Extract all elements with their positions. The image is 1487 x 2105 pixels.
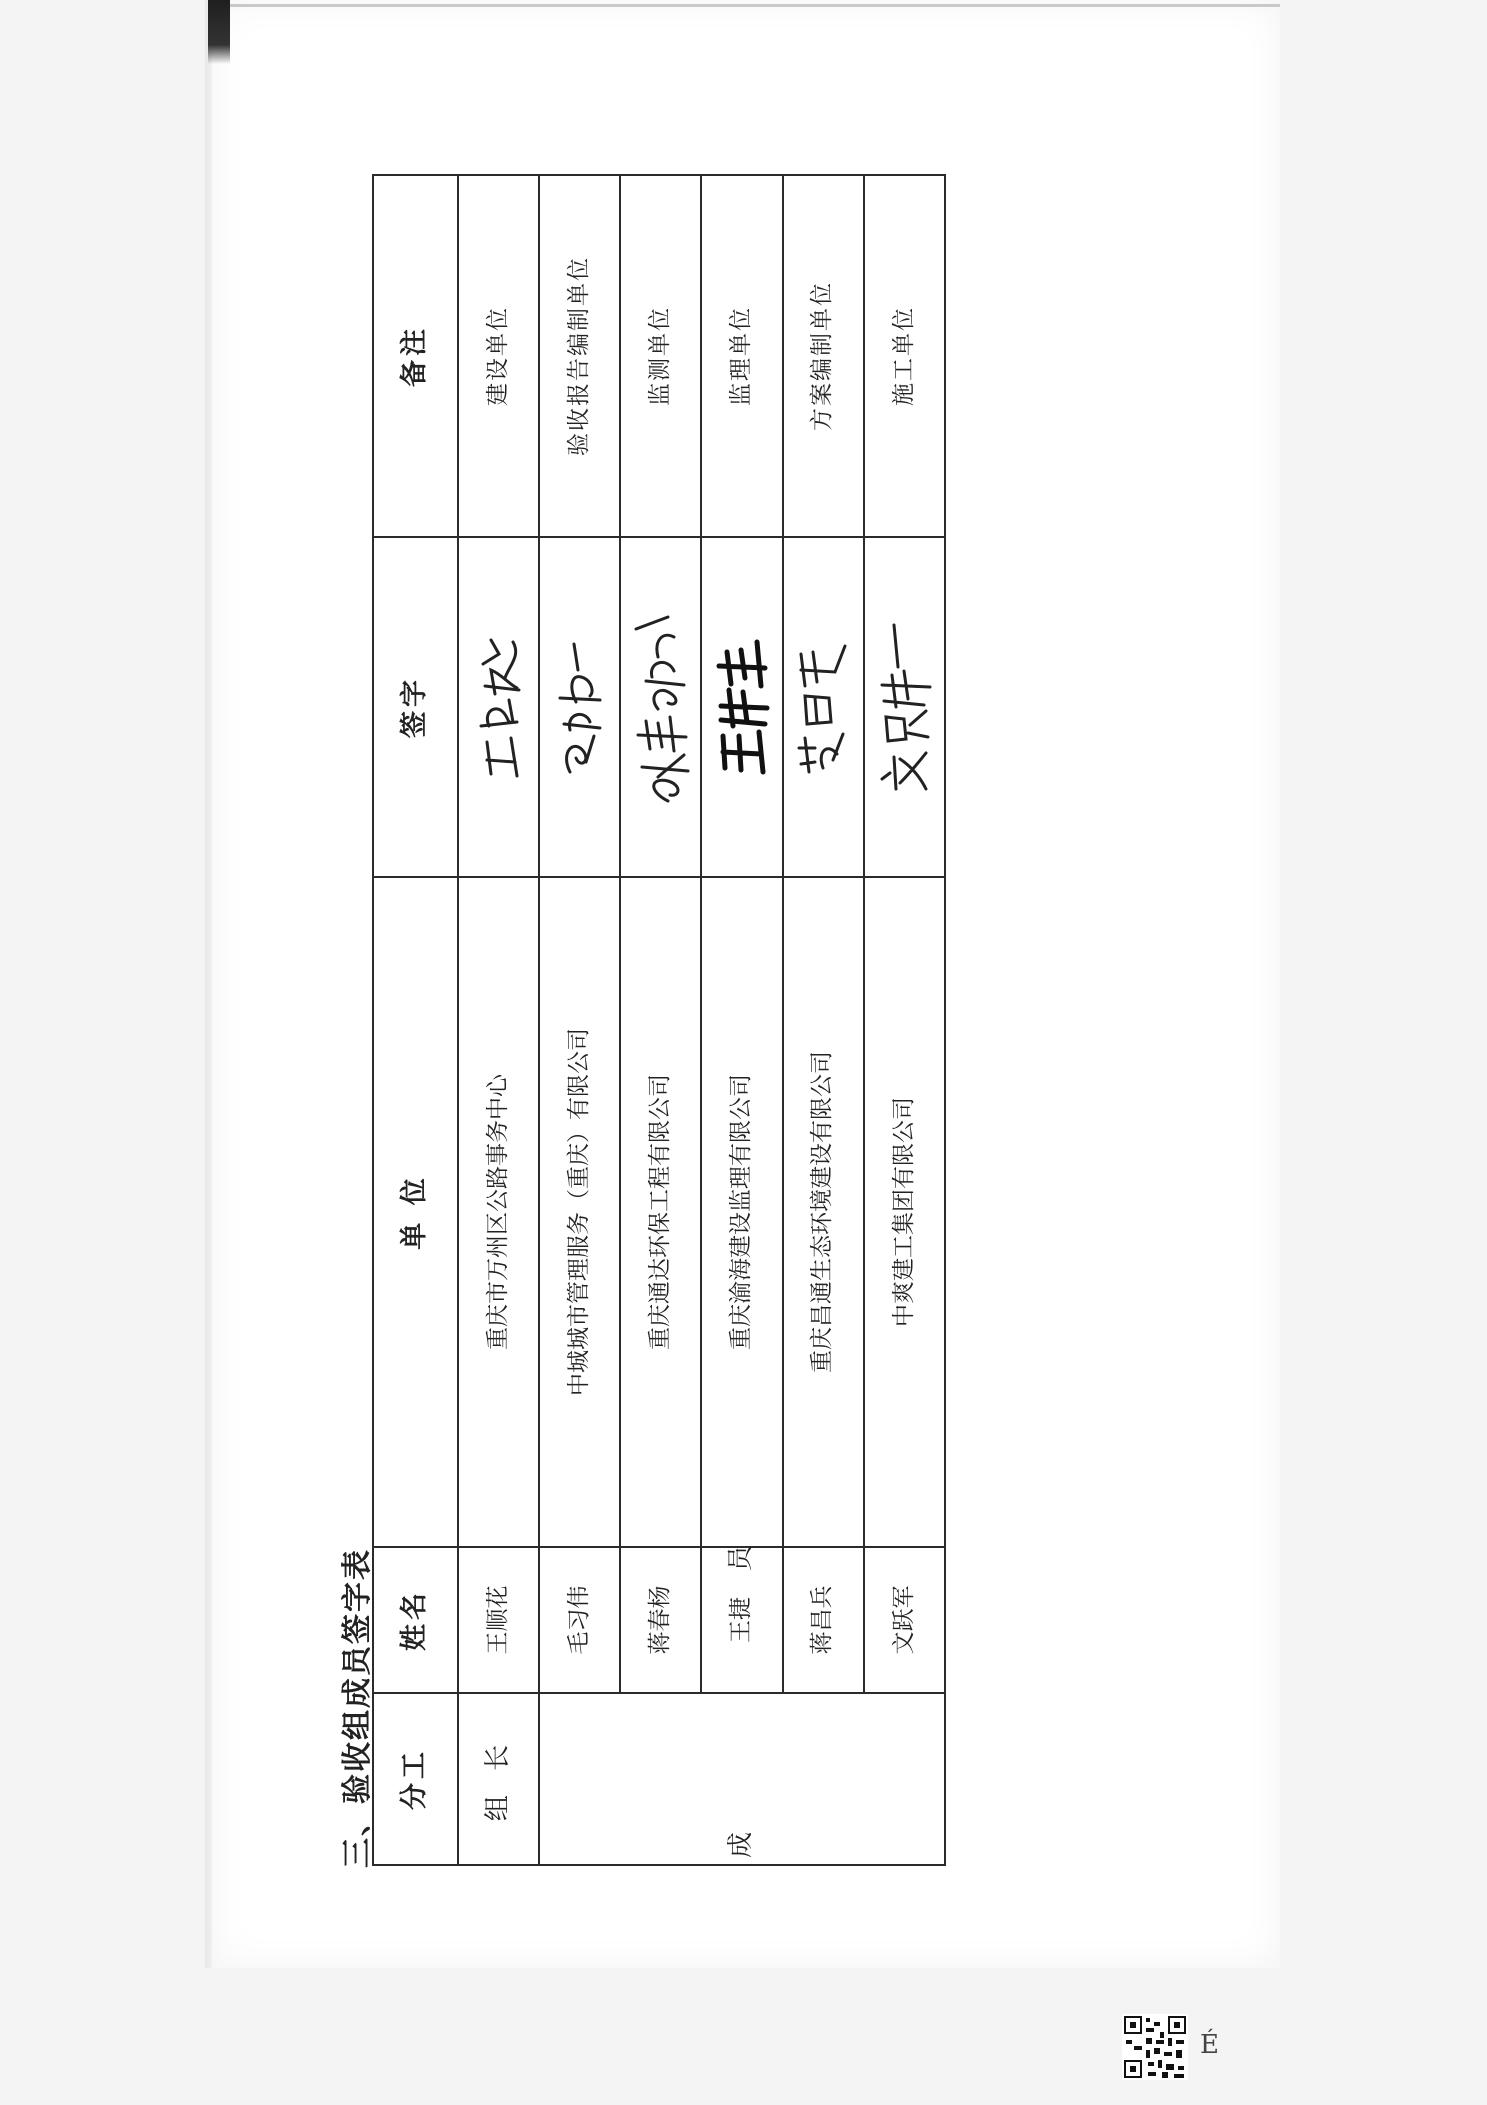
- handwritten-signature: [864, 537, 945, 877]
- header-note: 备注: [373, 175, 458, 537]
- handwritten-signature: [539, 537, 620, 877]
- member-name: 蒋昌兵: [783, 1547, 864, 1693]
- member-note: 方案编制单位: [783, 175, 864, 537]
- signature-image: [469, 632, 529, 782]
- table-row: [539, 175, 620, 1865]
- member-name: 毛习伟: [539, 1547, 620, 1693]
- member-unit: 重庆渝海建设监理有限公司: [701, 877, 782, 1547]
- member-note: 监理单位: [701, 175, 782, 537]
- member-note: 建设单位: [458, 175, 539, 537]
- role-member-top: 成: [726, 1823, 757, 1858]
- header-role: 分工: [373, 1693, 458, 1865]
- role-leader: 组 长: [458, 1693, 539, 1865]
- member-name: 王捷: [701, 1547, 782, 1693]
- header-name: 姓名: [373, 1547, 458, 1693]
- qr-code-image: [1122, 2014, 1188, 2080]
- signature-image: [874, 617, 934, 797]
- signature-image: [550, 632, 610, 782]
- signature-table: [372, 174, 946, 1866]
- member-note: 施工单位: [864, 175, 945, 537]
- table-row: [701, 175, 782, 1865]
- member-name: 文跃军: [864, 1547, 945, 1693]
- member-note: 验收报告编制单位: [539, 175, 620, 537]
- paper-top-edge: [212, 4, 1280, 7]
- signature-image: [628, 607, 694, 807]
- table-row: [620, 175, 701, 1865]
- member-name: 王顺花: [458, 1547, 539, 1693]
- signature-image: [793, 632, 853, 782]
- table-row: [864, 175, 945, 1865]
- table-header-row: [373, 175, 458, 1865]
- footer-character: É: [1200, 2030, 1219, 2060]
- member-unit: 中爽建工集团有限公司: [864, 877, 945, 1547]
- member-name: 蒋春杨: [620, 1547, 701, 1693]
- header-signature: 签字: [373, 537, 458, 877]
- table-row: [458, 175, 539, 1865]
- signature-image: [711, 632, 773, 782]
- member-unit: 中城城市管理服务（重庆）有限公司: [539, 877, 620, 1547]
- member-note: 监测单位: [620, 175, 701, 537]
- handwritten-signature: [620, 537, 701, 877]
- handwritten-signature: [458, 537, 539, 877]
- rotated-content: [330, 38, 1330, 1890]
- binding-clip-mark: [208, 0, 230, 64]
- handwritten-signature: [701, 537, 782, 877]
- member-unit: 重庆市万州区公路事务中心: [458, 877, 539, 1547]
- member-unit: 重庆通达环保工程有限公司: [620, 877, 701, 1547]
- handwritten-signature: [783, 537, 864, 877]
- section-title: 三、验收组成员签字表: [340, 1548, 375, 1868]
- role-member-bottom: 员: [726, 1537, 757, 1572]
- table-row: [783, 175, 864, 1865]
- header-unit: 单 位: [373, 877, 458, 1547]
- member-unit: 重庆昌通生态环境建设有限公司: [783, 877, 864, 1547]
